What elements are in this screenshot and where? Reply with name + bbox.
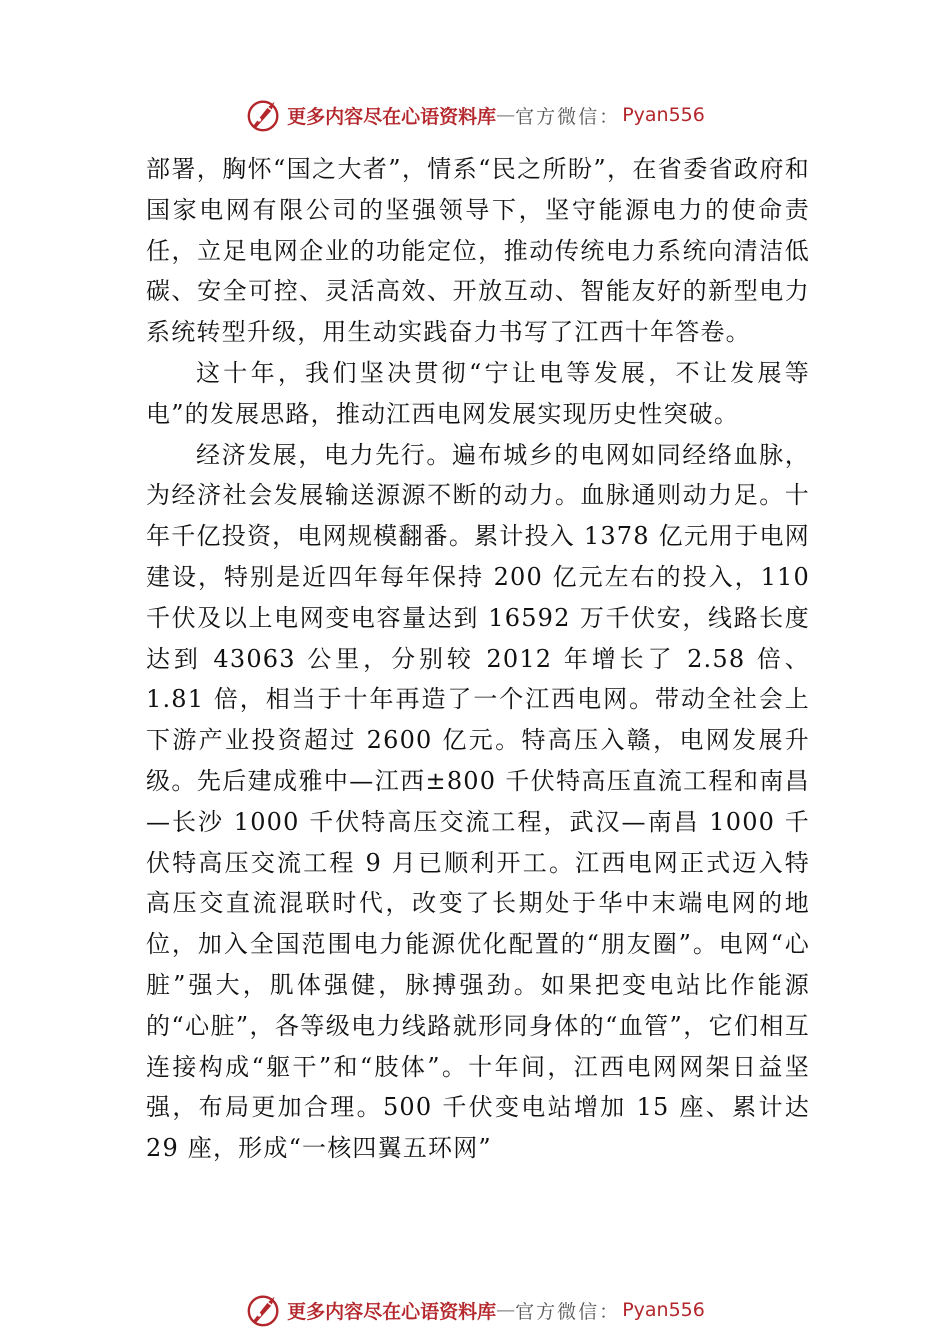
footer-wechat-label: 官方微信： [515, 1300, 621, 1323]
paragraph-3: 经济发展，电力先行。遍布城乡的电网如同经络血脉，为经济社会发展输送源源不断的动力。血脉通则动力足。十年千亿投资，电网规模翻番。累计投入 1378 亿元用于电网建设，特别是近四年每年保持 200 亿元左右的投入，110 千伏及以上电网变电容量达到 16592 万千伏安，线路长度达到 43063 公里，分别较 2012 年增长了 2.58 倍、1.81 倍，相当于十年再造了一个江西电网。带动全社会上下游产业投资超过 2600 亿元。特高压入赣，电网发展升级。先后建成雅中—江西±800 千伏特高压直流工程和南昌—长沙 1000 千伏特高压交流工程，武汉—南昌 1000 千伏特高压交流工程 9 月已顺利开工。江西电网正式迈入特高压交直流混联时代，改变了长期处于华中末端电网的地位，加入全国范围电力能源优化配置的“朋友圈”。电网“心脏”强大，肌体强健，脉搏强劲。如果把变电站比作能源的“心脏”，各等级电力线路就形同身体的“血管”，它们相互连接构成“躯干”和“肢体”。十年间，江西电网网架日益坚强，布局更加合理。500 千伏变电站增加 15 座、累计达 29 座，形成“一核四翼五环网” [146, 440, 810, 1163]
paragraph-2: 这十年，我们坚决贯彻“宁让电等发展，不让发展等电”的发展思路，推动江西电网发展实现历史性突破。 [146, 358, 810, 428]
footer-dash: — [496, 1299, 516, 1321]
document-body [146, 149, 810, 1169]
header-brand-text: 更多内容尽在心语资料库 [287, 105, 497, 128]
paragraph-1: 部署，胸怀“国之大者”，情系“民之所盼”，在省委省政府和国家电网有限公司的坚强领导下，坚守能源电力的使命责任，立足电网企业的功能定位，推动传统电力系统向清洁低碳、安全可控、灵活高效、开放互动、智能友好的新型电力系统转型升级，用生动实践奋力书写了江西十年答卷。 [146, 155, 810, 347]
pen-nib-logo-icon [245, 96, 283, 134]
header-dash: — [496, 104, 516, 126]
footer-account-id: Pyan556 [622, 1299, 705, 1321]
header-wechat-label: 官方微信： [515, 105, 621, 128]
footer-brand-text: 更多内容尽在心语资料库 [287, 1300, 497, 1323]
header-watermark-banner [0, 95, 950, 135]
pen-nib-logo-icon [245, 1291, 283, 1329]
footer-watermark-banner [0, 1290, 950, 1330]
header-account-id: Pyan556 [622, 104, 705, 126]
